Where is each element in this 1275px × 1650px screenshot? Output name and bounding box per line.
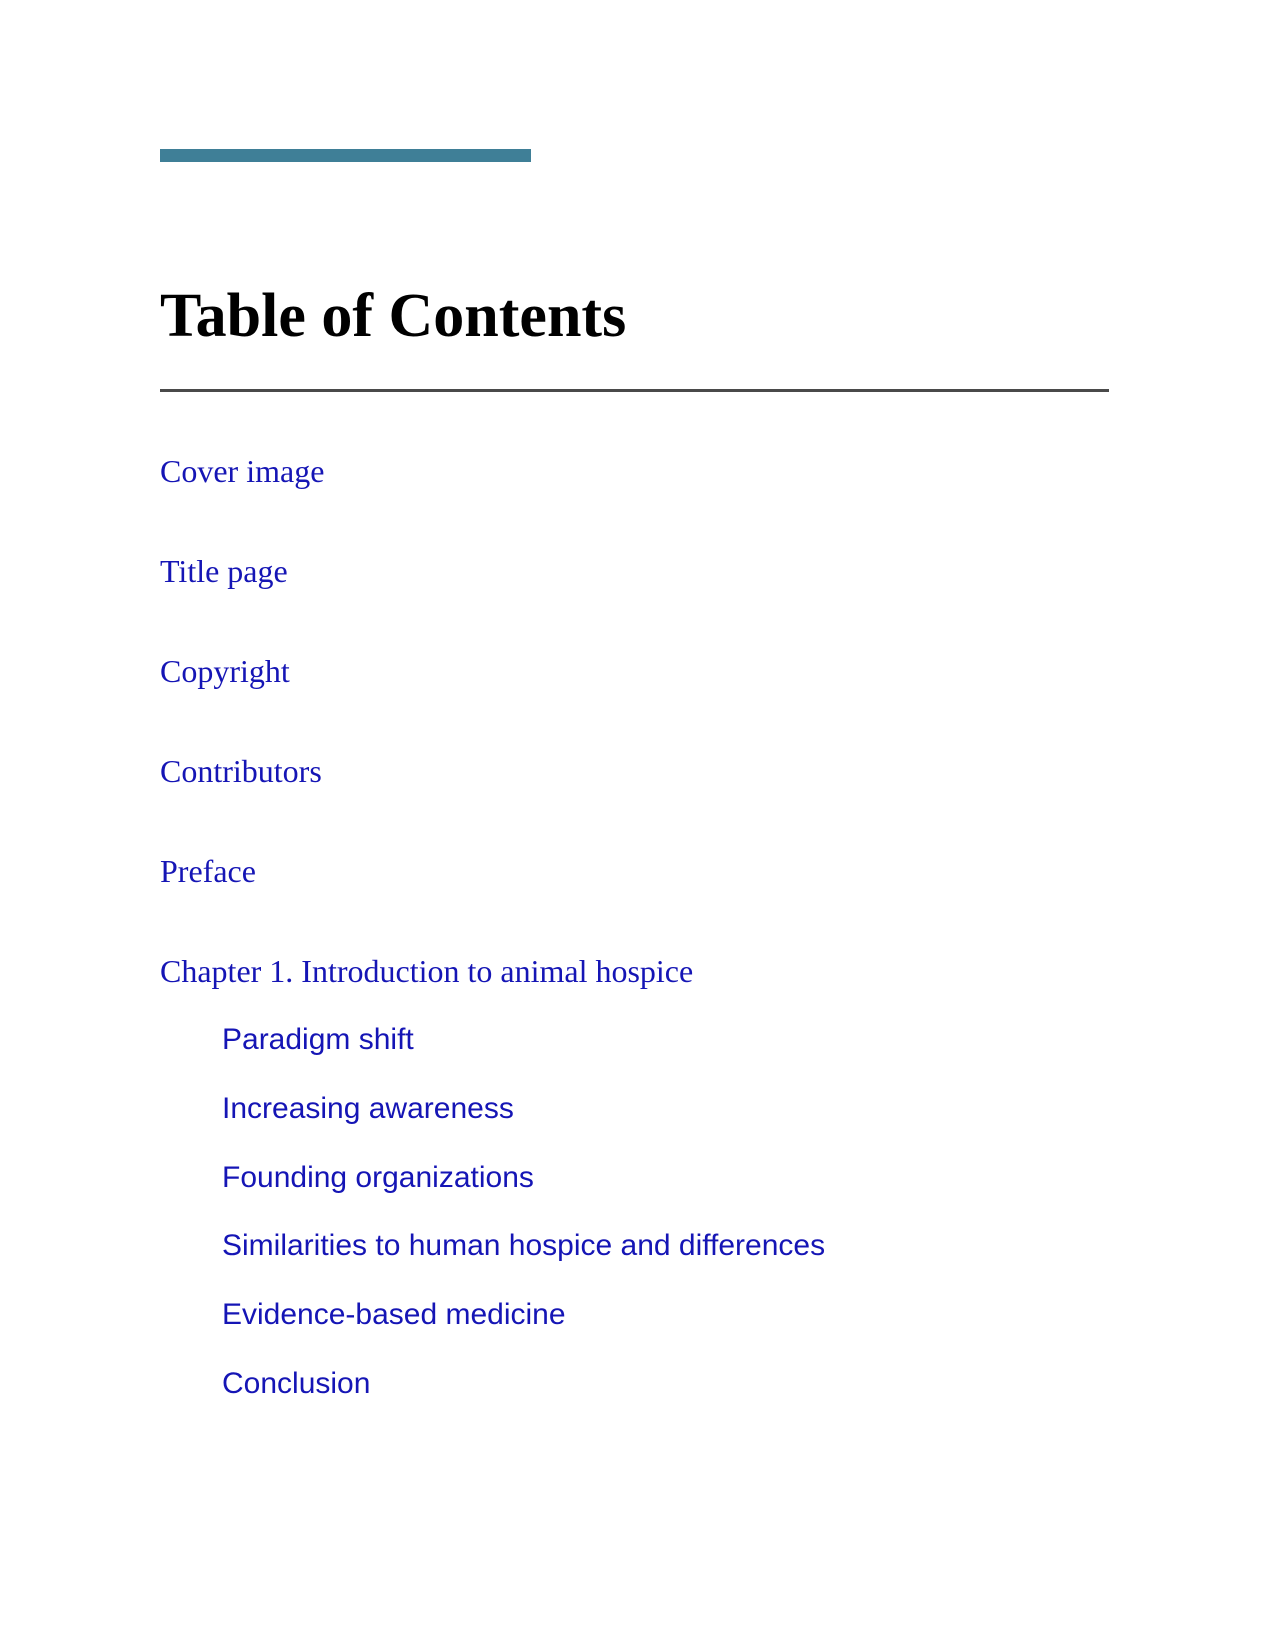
toc-link-chapter-1[interactable]: Chapter 1. Introduction to animal hospice bbox=[160, 953, 694, 989]
toc-link-increasing-awareness[interactable]: Increasing awareness bbox=[222, 1092, 514, 1125]
toc-link-evidence-based-medicine[interactable]: Evidence-based medicine bbox=[222, 1298, 566, 1331]
toc-link-title-page[interactable]: Title page bbox=[160, 553, 288, 589]
toc-link-paradigm-shift[interactable]: Paradigm shift bbox=[222, 1023, 414, 1056]
toc-link-preface[interactable]: Preface bbox=[160, 853, 256, 889]
page-title: Table of Contents bbox=[160, 282, 627, 350]
toc-link-cover-image[interactable]: Cover image bbox=[160, 453, 325, 489]
toc-link-similarities[interactable]: Similarities to human hospice and differences bbox=[222, 1229, 826, 1262]
toc-link-contributors[interactable]: Contributors bbox=[160, 753, 322, 789]
toc-link-copyright[interactable]: Copyright bbox=[160, 653, 290, 689]
toc-link-founding-organizations[interactable]: Founding organizations bbox=[222, 1161, 534, 1194]
toc-link-conclusion[interactable]: Conclusion bbox=[222, 1367, 371, 1400]
